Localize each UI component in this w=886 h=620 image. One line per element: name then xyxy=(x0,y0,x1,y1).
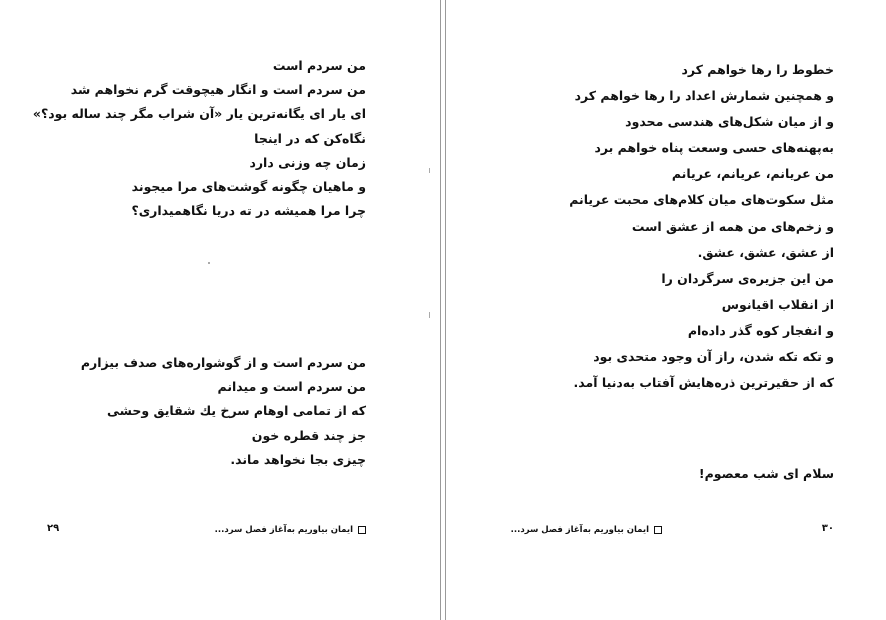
footer-title: ایمان بیاوریم به‌آغاز فصل سرد... xyxy=(214,525,353,535)
footer-title: ایمان بیاوریم به‌آغاز فصل سرد... xyxy=(510,525,649,535)
verse-line: نگاه‌کن که در اینجا xyxy=(254,130,366,146)
left-page xyxy=(0,0,440,620)
verse-line: مثل سکوت‌های میان کلام‌های محبت عریانم xyxy=(569,192,834,208)
verse-line: و زخم‌های من همه از عشق است xyxy=(631,218,834,234)
verse-line: به‌پهنه‌های حسی وسعت پناه خواهم برد xyxy=(594,140,834,156)
verse-line: و انفجار کوه گذر داده‌ام xyxy=(687,322,834,338)
left-stanza-2 xyxy=(81,351,366,472)
verse-line: جز چند قطره خون xyxy=(251,427,366,443)
verse-line: که از حقیرترین ذره‌هایش آفتاب به‌دنیا آمد. xyxy=(573,375,834,391)
page-number: ۲۹ xyxy=(47,523,60,534)
left-stanza-1 xyxy=(33,54,366,223)
right-stanza-1 xyxy=(569,57,834,396)
verse-line: از عشق، عشق، عشق. xyxy=(697,244,834,260)
gutter-line-left xyxy=(440,0,441,620)
verse-line: من این جزیره‌ی سرگردان را xyxy=(661,270,834,286)
verse-line: من عریانم، عریانم، عریانم xyxy=(671,166,834,182)
verse-line: و همچنین شمارش اعداد را رها خواهم کرد xyxy=(574,88,834,104)
square-bullet-icon xyxy=(358,526,366,534)
right-page xyxy=(446,0,886,620)
verse-line: زمان چه وزنی دارد xyxy=(249,154,366,170)
closing-line: سلام ای شب معصوم! xyxy=(698,466,834,481)
running-footer xyxy=(215,525,366,535)
verse-line: من سردم است xyxy=(272,58,366,73)
verse-line: و از میان شکل‌های هندسی محدود xyxy=(625,114,834,130)
page-number: ۳۰ xyxy=(821,523,834,534)
scan-speck xyxy=(208,262,210,264)
verse-line: از انقلاب اقیانوس xyxy=(721,296,834,312)
verse-line: من سردم است و میدانم xyxy=(217,379,366,395)
scan-speck xyxy=(429,312,430,318)
verse-line: خطوط را رها خواهم کرد xyxy=(681,62,834,77)
running-footer xyxy=(511,525,662,535)
scan-speck xyxy=(429,168,430,173)
verse-line: و ماهیان چگونه گوشت‌های مرا میجوند xyxy=(131,178,366,194)
verse-line: من سردم است و از گوشواره‌های صدف بیزارم xyxy=(80,355,366,370)
square-bullet-icon xyxy=(654,526,662,534)
verse-line: من سردم است و انگار هیچوقت گرم نخواهم شد xyxy=(70,82,366,98)
verse-line: چیزی بجا نخواهد ماند. xyxy=(230,451,366,467)
verse-line: ای یار ای یگانه‌ترین یار «آن شراب مگر چند ساله بود؟» xyxy=(32,106,366,122)
verse-line: چرا مرا همیشه در ته دریا نگاهمیداری؟ xyxy=(131,203,366,219)
verse-line: که از تمامی اوهام سرخ یك شقایق وحشی xyxy=(106,403,366,419)
verse-line: و تکه تکه شدن، راز آن وجود متحدی بود xyxy=(593,349,834,365)
